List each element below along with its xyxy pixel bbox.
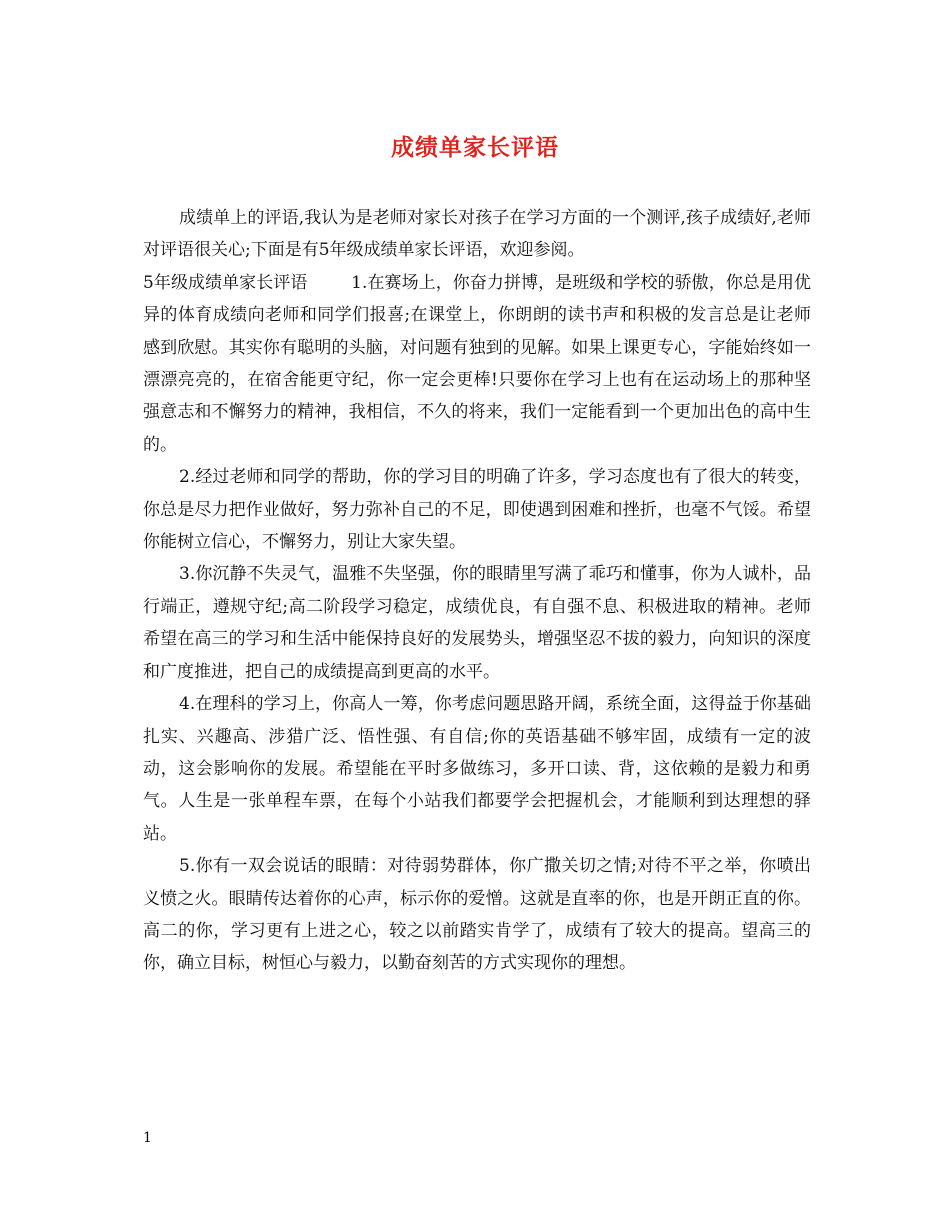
page-number: 1 (143, 1130, 152, 1146)
document-title: 成绩单家长评语 (391, 134, 559, 161)
comment-item-4: 4.在理科的学习上，你高人一筹，你考虑问题思路开阔，系统全面，这得益于你基础扎实、兴趣高、涉猎广泛、悟性强、有自信;你的英语基础不够牢固，成绩有一定的波动，这会影响你的发展。希望能在平时多做练习，多开口读、背，这依赖的是毅力和勇气。人生是一张单程车票，在每个小站我们都要学会把握机会，才能顺利到达理想的驿站。 (143, 694, 811, 844)
comment-item-3: 3.你沉静不失灵气，温雅不失坚强，你的眼睛里写满了乖巧和懂事，你为人诚朴，品行端正，遵规守纪;高二阶段学习稳定，成绩优良，有自强不息、积极进取的精神。老师希望在高三的学习和生活中能保持良好的发展势头，增强坚忍不拔的毅力，向知识的深度和广度推进，把自己的成绩提高到更高的水平。 (143, 564, 811, 682)
section-gap (307, 273, 351, 293)
first-item-paragraph (143, 267, 811, 461)
comment-item-5: 5.你有一双会说话的眼睛：对待弱势群体，你广撒关切之情;对待不平之举，你喷出义愤之火。眼睛传达着你的心声，标示你的爱憎。这就是直率的你，也是开朗正直的你。高二的你，学习更有上进之心，较之以前踏实肯学了，成绩有了较大的提高。望高三的你，确立目标，树恒心与毅力，以勤奋刻苦的方式实现你的理想。 (143, 856, 811, 974)
comment-item-1: 1.在赛场上，你奋力拼博，是班级和学校的骄傲，你总是用优异的体育成绩向老师和同学们报喜;在课堂上，你朗朗的读书声和积极的发言总是让老师感到欣慰。其实你有聪明的头脑，对问题有独到的见解。如果上课更专心，字能始终如一漂漂亮亮的，在宿舍能更守纪，你一定会更棒!只要你在学习上也有在运动场上的那种坚强意志和不懈努力的精神，我相信，不久的将来，我们一定能看到一个更加出色的高中生的。 (143, 272, 811, 455)
comment-item-2: 2.经过老师和同学的帮助，你的学习目的明确了许多，学习态度也有了很大的转变，你总是尽力把作业做好，努力弥补自己的不足，即使遇到困难和挫折，也毫不气馁。希望你能树立信心，不懈努力，别让大家失望。 (143, 467, 811, 553)
intro-paragraph: 成绩单上的评语,我认为是老师对家长对孩子在学习方面的一个测评,孩子成绩好,老师对评语很关心;下面是有5年级成绩单家长评语，欢迎参阅。 (143, 208, 811, 261)
section-heading: 5年级成绩单家长评语 (143, 272, 308, 293)
document-body (143, 202, 811, 980)
